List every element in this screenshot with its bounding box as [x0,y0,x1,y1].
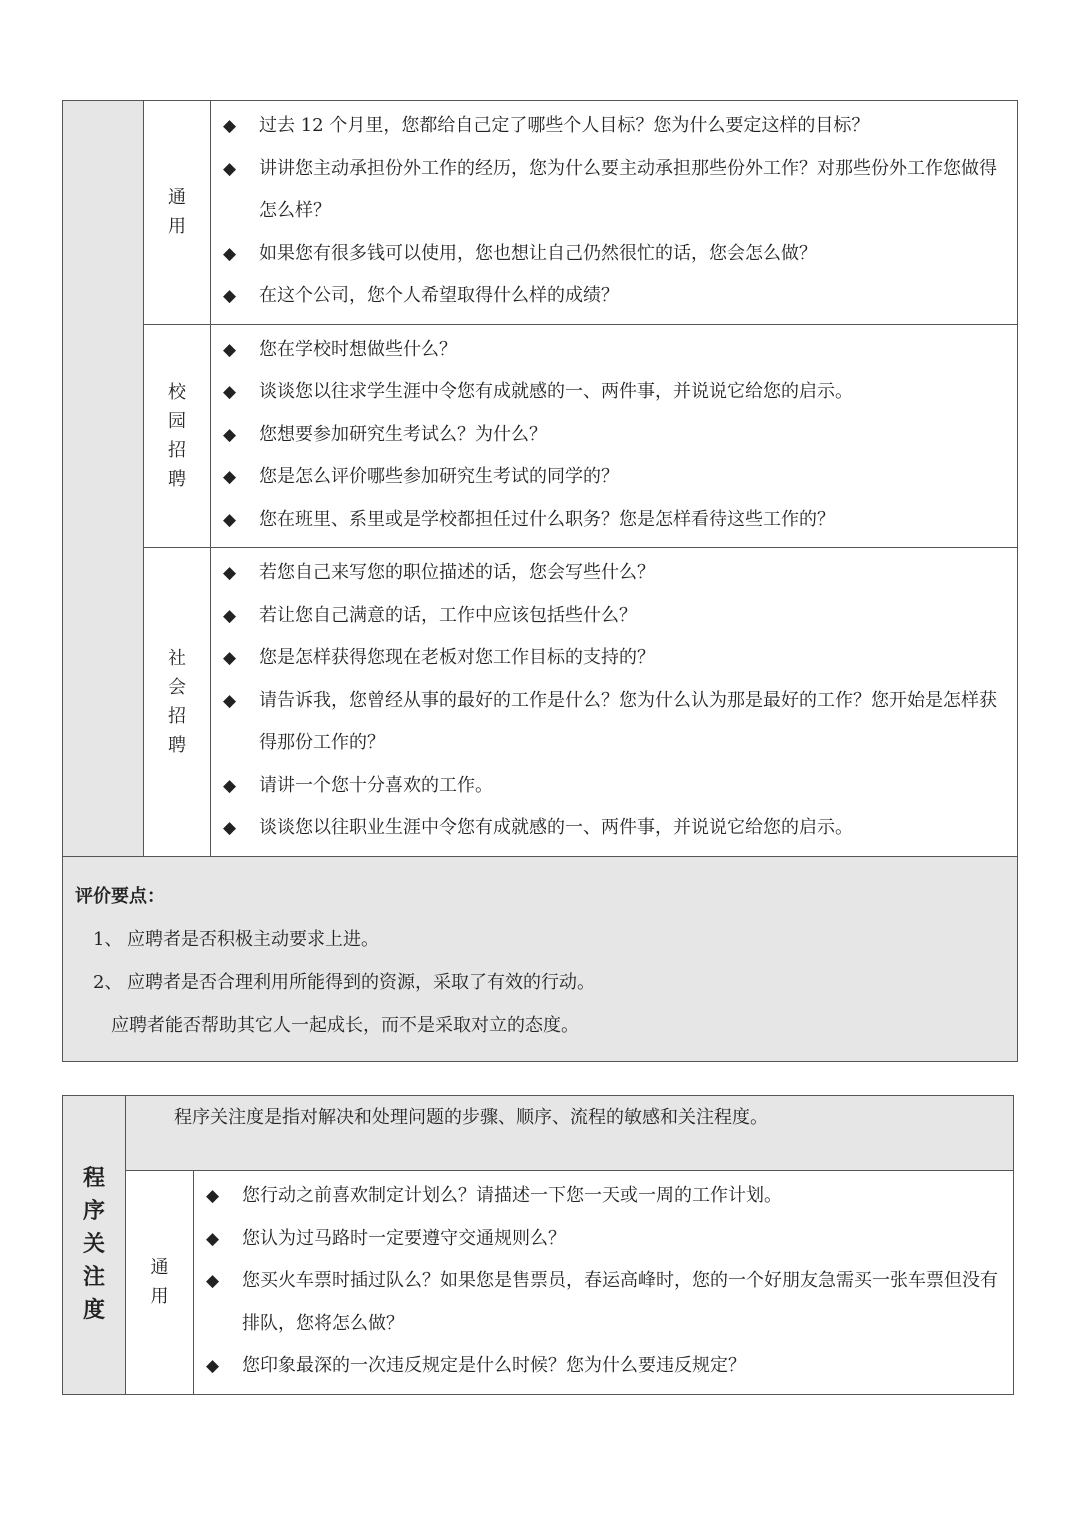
list-item: ◆ 讲讲您主动承担份外工作的经历，您为什么要主动承担那些份外工作？对那些份外工作您做得怎么样？ [211,148,1007,233]
diamond-bullet-icon: ◆ [223,818,237,838]
evaluation-item: 1、 应聘者是否积极主动要求上进。 [93,928,379,950]
list-item: ◆ 您行动之前喜欢制定计划么？请描述一下您一天或一周的工作计划。 [194,1175,1003,1218]
question-table-1 [62,100,1018,1062]
diamond-bullet-icon: ◆ [206,1186,220,1206]
diamond-bullet-icon: ◆ [223,467,237,487]
campus-questions [211,324,1018,548]
diamond-bullet-icon: ◆ [223,648,237,668]
list-item: ◆ 您在学校时想做些什么？ [211,329,1007,372]
question-table-2 [62,1095,1014,1395]
category-social: 社 会 招 聘 [144,548,211,857]
competency-description: 程序关注度是指对解决和处理问题的步骤、顺序、流程的敏感和关注程度。 [126,1096,1014,1171]
diamond-bullet-icon: ◆ [223,775,237,796]
general-questions [194,1171,1014,1395]
diamond-bullet-icon: ◆ [206,1271,220,1291]
list-item: ◆ 您是怎么评价哪些参加研究生考试的同学的？ [211,456,1007,499]
list-item: ◆ 您是怎样获得您现在老板对您工作目标的支持的？ [211,637,1007,680]
list-item: ◆ 您在班里、系里或是学校都担任过什么职务？您是怎样看待这些工作的？ [211,499,1007,542]
category-general: 通 用 [144,101,211,325]
diamond-bullet-icon: ◆ [223,605,237,626]
list-item: ◆ 请讲一个您十分喜欢的工作。 [211,765,1007,808]
list-item: ◆ 在这个公司，您个人希望取得什么样的成绩？ [211,275,1007,318]
list-item: ◆ 请告诉我，您曾经从事的最好的工作是什么？您为什么认为那是最好的工作？您开始是怎样获得那份工作的？ [211,680,1007,765]
evaluation-title: 评价要点： [75,885,165,907]
diamond-bullet-icon: ◆ [223,158,237,179]
evaluation-section [63,856,1018,1061]
category-campus: 校 园 招 聘 [144,324,211,548]
category-general: 通 用 [126,1171,194,1395]
diamond-bullet-icon: ◆ [223,563,237,583]
list-item: ◆ 您买火车票时插过队么？如果您是售票员，春运高峰时，您的一个好朋友急需买一张车票但没有排队，您将怎么做？ [194,1260,1003,1345]
diamond-bullet-icon: ◆ [223,243,237,264]
diamond-bullet-icon: ◆ [223,286,237,306]
general-questions [211,101,1018,325]
social-questions [211,548,1018,857]
evaluation-item: 2、 应聘者是否合理利用所能得到的资源，采取了有效的行动。 [93,971,595,993]
list-item: ◆ 您印象最深的一次违反规定是什么时候？您为什么要违反规定？ [194,1345,1003,1388]
competency-title: 程 序 关 注 度 [63,1096,126,1395]
list-item: ◆ 如果您有很多钱可以使用，您也想让自己仍然很忙的话，您会怎么做？ [211,233,1007,276]
list-item: ◆ 过去 12 个月里，您都给自己定了哪些个人目标？您为什么要定这样的目标？ [211,105,1007,148]
diamond-bullet-icon: ◆ [223,339,237,360]
list-item: ◆ 您认为过马路时一定要遵守交通规则么？ [194,1218,1003,1261]
competency-column [63,101,144,857]
diamond-bullet-icon: ◆ [223,424,237,445]
diamond-bullet-icon: ◆ [206,1356,220,1376]
diamond-bullet-icon: ◆ [223,116,237,136]
list-item: ◆ 您想要参加研究生考试么？为什么？ [211,414,1007,457]
diamond-bullet-icon: ◆ [206,1228,220,1249]
diamond-bullet-icon: ◆ [223,382,237,402]
list-item: ◆ 谈谈您以往职业生涯中令您有成就感的一、两件事，并说说它给您的启示。 [211,807,1007,850]
list-item: ◆ 若让您自己满意的话，工作中应该包括些什么？ [211,595,1007,638]
list-item: ◆ 若您自己来写您的职位描述的话，您会写些什么？ [211,552,1007,595]
list-item: ◆ 谈谈您以往求学生涯中令您有成就感的一、两件事，并说说它给您的启示。 [211,371,1007,414]
diamond-bullet-icon: ◆ [223,509,237,530]
evaluation-extra: 应聘者能否帮助其它人一起成长，而不是采取对立的态度。 [111,1014,579,1036]
diamond-bullet-icon: ◆ [223,690,237,711]
